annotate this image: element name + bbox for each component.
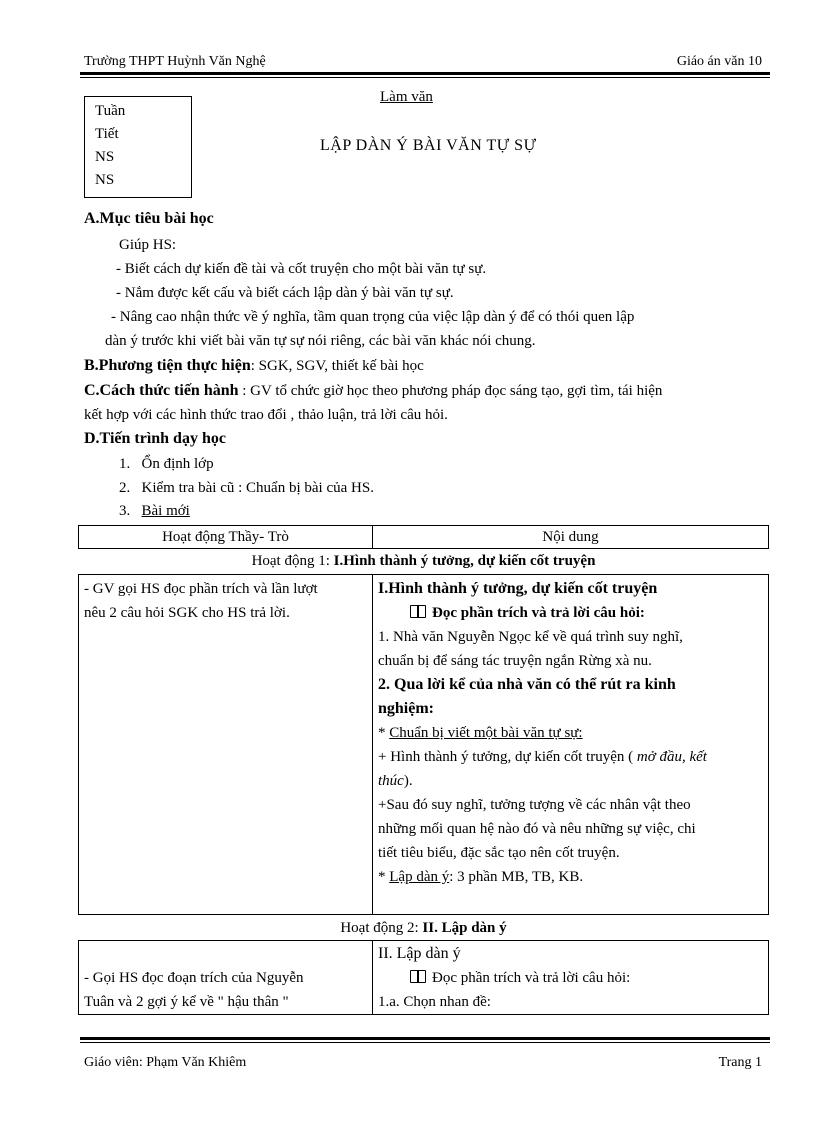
info-week: Tuần: [95, 103, 126, 119]
table-rule: [372, 940, 373, 1014]
content-heading: I.Hình thành ý tưởng, dự kiến cốt truyện: [378, 580, 658, 597]
activity-1-heading: [78, 549, 769, 573]
activity-2-title: II. Lập dàn ý: [422, 920, 507, 936]
header-rule: [80, 72, 770, 75]
step-number: 1.: [119, 456, 131, 472]
content-text: + Hình thành ý tưởng, dự kiến cốt truyện (: [378, 749, 637, 765]
header-rule-thin: [80, 77, 770, 78]
content-line: +Sau đó suy nghĩ, tưởng tượng về các nhân vật theo: [378, 797, 691, 813]
bullet: *: [378, 725, 390, 741]
column-header-content: Nội dung: [542, 529, 599, 545]
activity-2-heading: [78, 916, 769, 940]
course-name: Giáo án văn 10: [676, 54, 762, 69]
content-line: chuẩn bị để sáng tác truyện ngắn Rừng xà nu.: [378, 653, 652, 669]
table-rule: [78, 574, 79, 914]
column-header-activity: Hoạt động Thầy- Trò: [162, 529, 289, 545]
section-b-label: B.Phương tiện thực hiện: [84, 357, 251, 374]
section-b: [84, 357, 424, 375]
table-rule: [78, 1014, 769, 1015]
content-subheading: [378, 966, 766, 990]
info-period: Tiết: [95, 126, 119, 142]
teacher-name: Giáo viên: Phạm Văn Khiêm: [84, 1055, 247, 1070]
table-rule: [768, 574, 769, 914]
section-d-heading: D.Tiến trình dạy học: [84, 430, 226, 447]
objective-item: - Nắm được kết cấu và biết cách lập dàn ý bài văn tự sự.: [116, 285, 454, 301]
info-ns-2: NS: [95, 172, 115, 188]
book-icon: [410, 605, 426, 618]
activity-2-teacher: [84, 966, 304, 1014]
lesson-info-box: [84, 96, 192, 198]
content-line: [378, 865, 766, 889]
teacher-line: Tuân và 2 gợi ý kể về " hậu thân ": [84, 994, 289, 1010]
content-line: [378, 721, 766, 745]
content-heading: II. Lập dàn ý: [378, 945, 461, 962]
step-number: 3.: [119, 503, 131, 519]
table-rule: [768, 525, 769, 548]
section-a-heading: A.Mục tiêu bài học: [84, 210, 214, 227]
content-italic: thúc: [378, 773, 404, 789]
step-item: [119, 503, 190, 520]
content-subheading-text: Đọc phần trích và trả lời câu hỏi:: [432, 605, 645, 621]
content-text: : 3 phần MB, TB, KB.: [449, 869, 584, 885]
teacher-line: nêu 2 câu hỏi SGK cho HS trả lời.: [84, 605, 290, 621]
content-question: 2. Qua lời kể của nhà văn có thể rút ra kinh: [378, 676, 676, 693]
content-italic: mở đầu, kết: [636, 749, 707, 765]
step-number: 2.: [119, 480, 131, 496]
activity-1-teacher: [84, 577, 318, 625]
footer-rule: [80, 1037, 770, 1040]
section-c-text-cont: kết hợp với các hình thức trao đổi , thảo luận, trả lời câu hỏi.: [84, 407, 448, 423]
section-c-text: : GV tổ chức giờ học theo phương pháp đọc sáng tạo, gợi tìm, tái hiện: [238, 383, 663, 399]
table-rule: [78, 914, 769, 915]
step-text: Bài mới: [141, 503, 190, 519]
content-line: [378, 745, 766, 769]
page-title: LẬP DÀN Ý BÀI VĂN TỰ SỰ: [320, 137, 537, 154]
content-line: những mối quan hệ nào đó và nêu những sự việc, chi: [378, 821, 696, 837]
page-number: Trang 1: [718, 1055, 762, 1070]
content-line: tiết tiêu biểu, đặc sắc tạo nên cốt truyện.: [378, 845, 620, 861]
content-text: ).: [403, 773, 413, 789]
step-text: Ổn định lớp: [141, 456, 214, 472]
table-rule: [78, 940, 79, 1014]
objective-item: - Nâng cao nhận thức về ý nghĩa, tầm quan trọng của việc lập dàn ý để có thói quen lập: [111, 309, 635, 325]
activity-1-title: I.Hình thành ý tưởng, dự kiến cốt truyện: [333, 553, 596, 569]
info-ns-1: NS: [95, 149, 115, 165]
content-subheading-text: Đọc phần trích và trả lời câu hỏi:: [432, 970, 631, 986]
activity-2-label: Hoạt động 2:: [340, 920, 423, 936]
book-icon: [410, 970, 426, 983]
school-name: Trường THPT Huỳnh Văn Nghệ: [84, 54, 266, 69]
section-c-label: C.Cách thức tiến hành: [84, 382, 239, 399]
content-line: [378, 769, 766, 793]
step-item: [119, 456, 214, 473]
step-item: [119, 480, 374, 497]
section-c: [84, 382, 662, 400]
step-text: Kiểm tra bài cũ : Chuẩn bị bài của HS.: [141, 480, 374, 496]
section-a-intro: Giúp HS:: [119, 237, 177, 253]
teacher-line: - GV gọi HS đọc phần trích và lần lượt: [84, 581, 318, 597]
subject-label: Làm văn: [380, 89, 433, 105]
content-line: 1. Nhà văn Nguyễn Ngọc kể về quá trình suy nghĩ,: [378, 629, 683, 645]
table-rule: [78, 574, 769, 575]
activity-2-content: [378, 942, 766, 1014]
content-question: nghiệm:: [378, 700, 434, 717]
content-emphasis: Lập dàn ý: [389, 869, 450, 885]
content-emphasis: Chuẩn bị viết một bài văn tự sự:: [389, 725, 583, 741]
content-question: 1.a. Chọn nhan đề:: [378, 994, 491, 1010]
table-rule: [78, 940, 769, 941]
content-subheading: [378, 601, 766, 625]
bullet: *: [378, 869, 390, 885]
objective-item-cont: dàn ý trước khi viết bài văn tự sự nói riêng, các bài văn khác nói chung.: [105, 333, 536, 349]
section-b-text: : SGK, SGV, thiết kế bài học: [250, 358, 424, 374]
teacher-line: - Gọi HS đọc đoạn trích của Nguyễn: [84, 970, 304, 986]
table-rule: [768, 940, 769, 1014]
activity-1-label: Hoạt động 1:: [251, 553, 334, 569]
activity-1-content: [378, 577, 766, 889]
footer-rule-thin: [80, 1042, 770, 1043]
table-rule: [372, 574, 373, 914]
objective-item: - Biết cách dự kiến đề tài và cốt truyện cho một bài văn tự sự.: [116, 261, 487, 277]
